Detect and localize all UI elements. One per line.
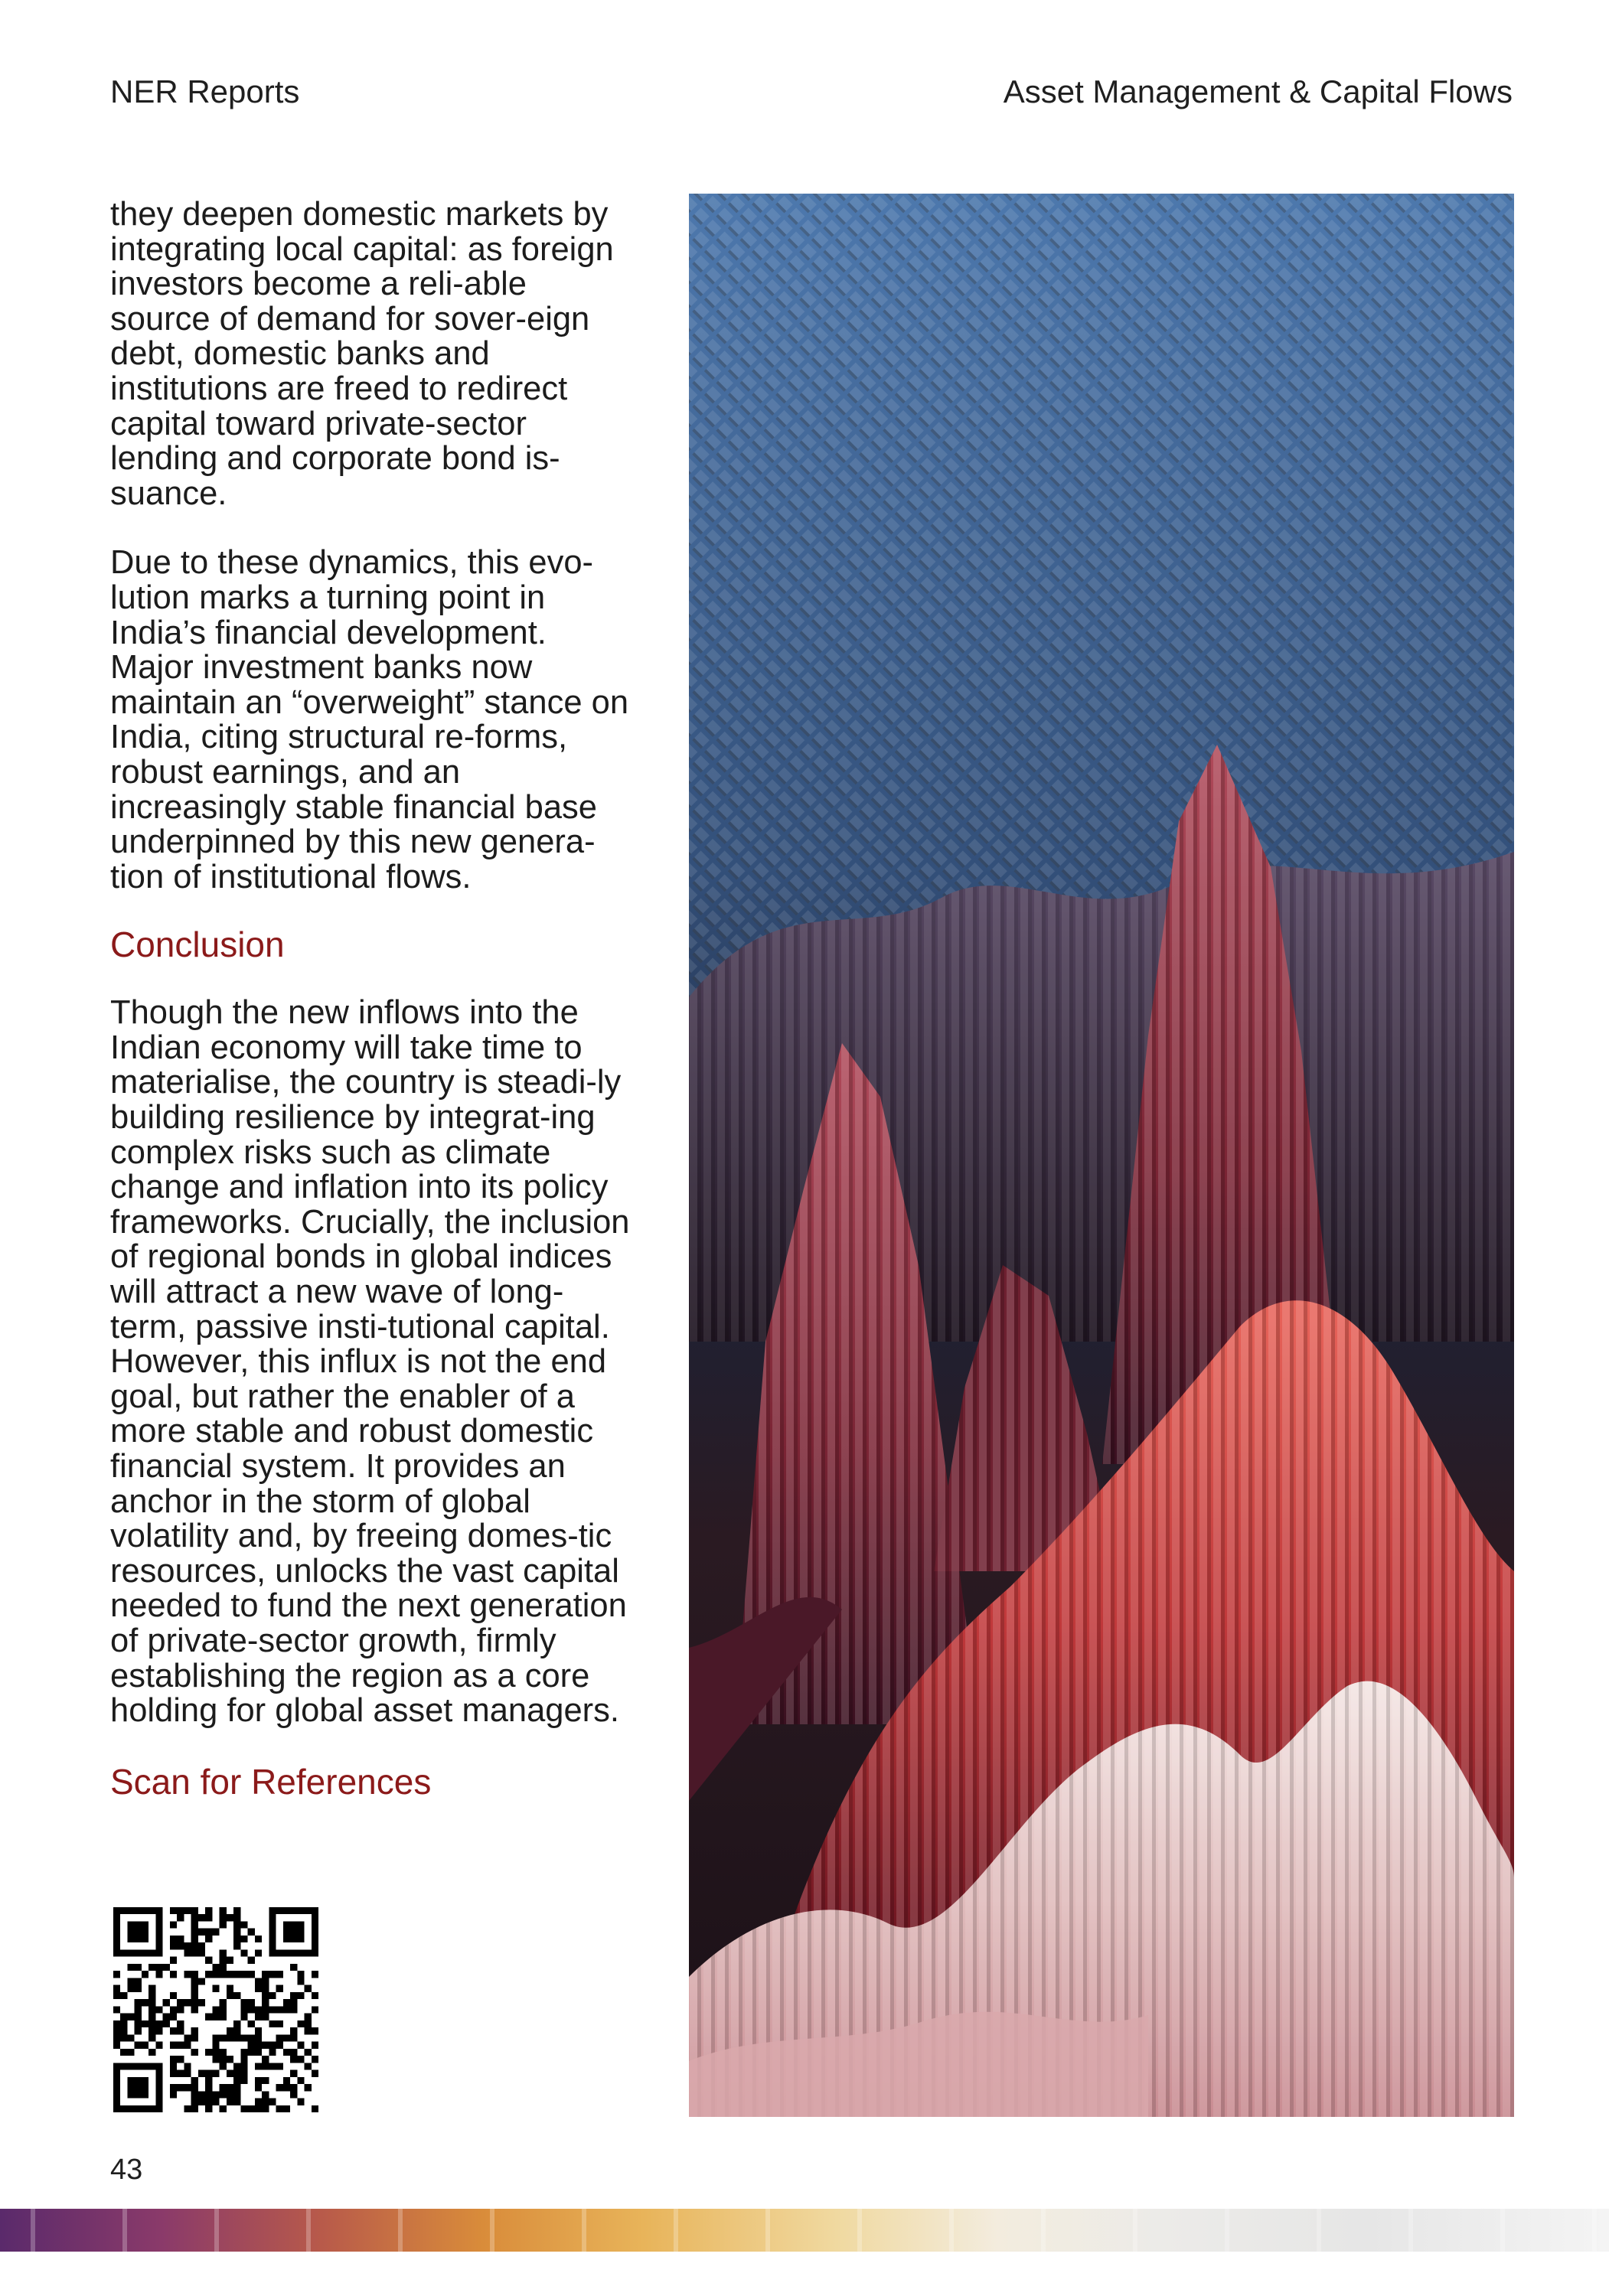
references-heading: Scan for References (110, 1761, 432, 1802)
article-column (110, 197, 635, 1801)
page-number: 43 (110, 2154, 143, 2186)
body-paragraph-3: Though the new inflows into the Indian economy will take time to materialise, the country is steadi-ly building resilience by integrat-ing complex risks such as climate change and inflation into its policy frameworks. Crucially, the inclusion of regional bonds in global indices will attract a new wave of long-term, passive insti-tutional capital. However, this influx is not the end goal, but rather the enabler of a more stable and robust domestic financial system. It provides an anchor in the storm of global volatility and, by freeing domes-tic resources, unlocks the vast capital needed to fund the next generation of private-sector growth, firmly establishing the region as a core holding for global asset managers. (110, 994, 630, 1730)
body-paragraph-2: Due to these dynamics, this evo-lution marks a turning point in India’s financial development. Major investment banks now maintain an “overweight” stance on India, citing structural re-forms, robust earnings, and an increasingly stable financial base underpinned by this new genera-tion of institutional flows. (110, 544, 629, 895)
header-section-title: Asset Management & Capital Flows (1003, 73, 1513, 109)
qr-code-icon[interactable] (113, 1907, 318, 2112)
landscape-illustration (689, 194, 1514, 2117)
conclusion-heading: Conclusion (110, 925, 285, 965)
decorative-3d-bar-landscape-image (689, 194, 1514, 2117)
body-paragraph-1: they deepen domestic markets by integrating local capital: as foreign investors become a reli-able source of demand for sover-eign debt, domestic banks and institutions are freed to redirect capital toward private-sector lending and corporate bond is-suance. (110, 196, 614, 512)
header-publication-name: NER Reports (110, 73, 300, 109)
footer-gradient-texture (0, 2209, 1609, 2252)
qr-code-graphic (113, 1907, 318, 2112)
